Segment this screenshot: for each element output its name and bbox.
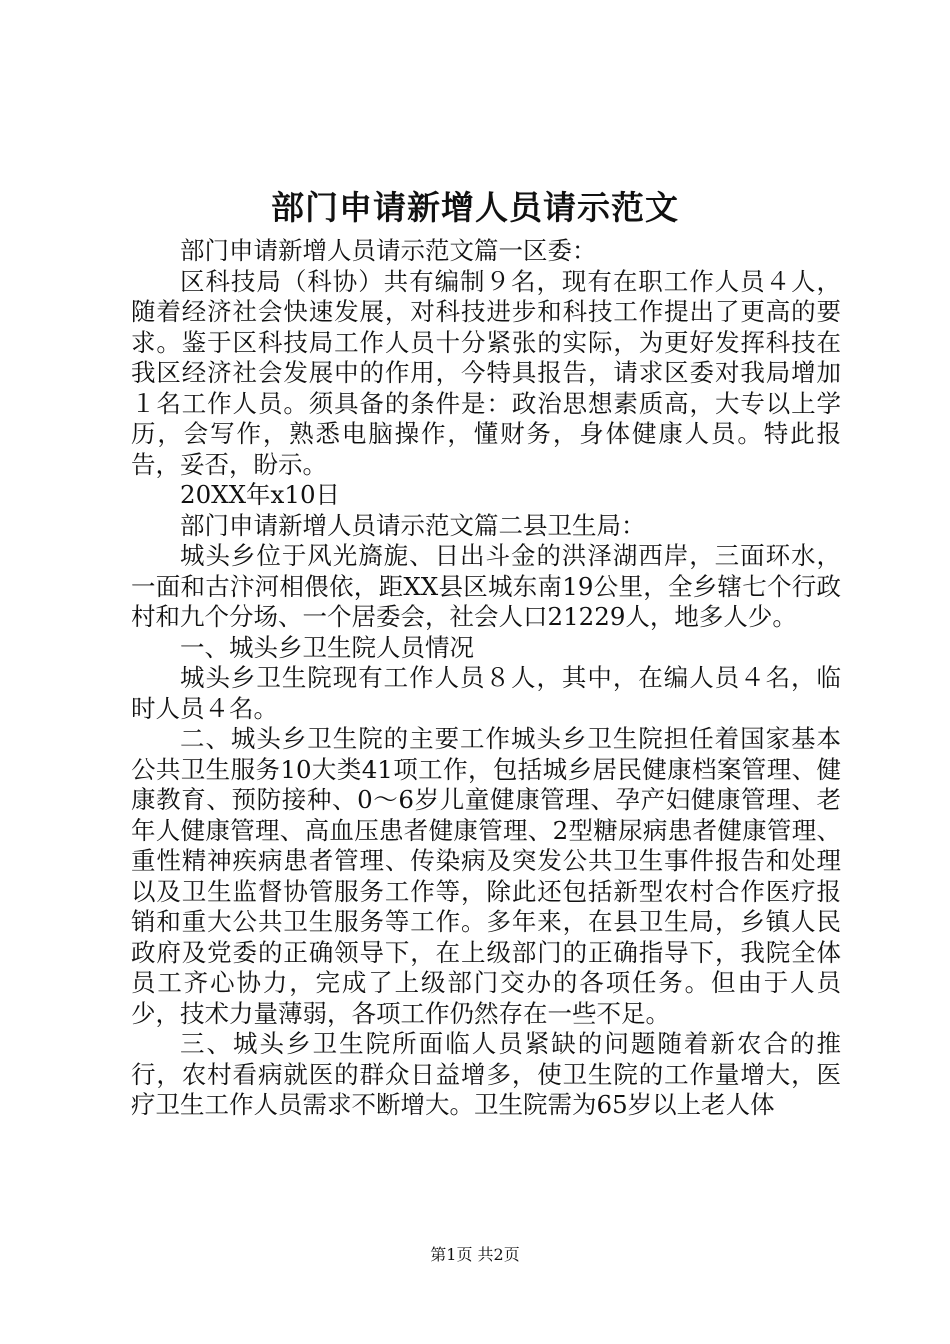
page-footer: 第1页 共2页 <box>430 1245 520 1264</box>
paragraph: 城头乡位于风光旖旎、日出斗金的洪泽湖西岸，三面环水，一面和古汴河相偎依，距XX县区城东南19公里，全乡辖七个行政村和九个分场、一个居委会，社会人口21229人，地多人少。 <box>131 541 841 631</box>
paragraph: 部门申请新增人员请示范文篇二县卫生局： <box>180 510 646 540</box>
paragraph: 二、城头乡卫生院的主要工作城头乡卫生院担任着国家基本公共卫生服务10大类41项工作，包括城乡居民健康档案管理、健康教育、预防接种、0～6岁儿童健康管理、孕产妇健康管理、老年人健康管理、高血压患者健康管理、2型糖尿病患者健康管理、重性精神疾病患者管理、传染病及突发公共卫生事件报告和处理以及卫生监督协管服务工作等，除此还包括新型农村合作医疗报销和重大公共卫生服务等工作。多年来，在县卫生局，乡镇人民政府及党委的正确领导下，在上级部门的正确指导下，我院全体员工齐心协力，完成了上级部门交办的各项任务。但由于人员少，技术力量薄弱，各项工作仍然存在一些不足。 <box>131 724 841 1028</box>
paragraph: 一、城头乡卫生院人员情况 <box>180 632 474 662</box>
paragraph: 区科技局（科协）共有编制９名，现有在职工作人员４人，随着经济社会快速发展，对科技进步和科技工作提出了更高的要求。鉴于区科技局工作人员十分紧张的实际，为更好发挥科技在我区经济社会发展中的作用，今特具报告，请求区委对我局增加１名工作人员。须具备的条件是：政治思想素质高，大专以上学历，会写作，熟悉电脑操作，懂财务，身体健康人员。特此报告，妥否，盼示。 <box>131 266 841 479</box>
paragraph: 20XX年x10日 <box>180 480 341 509</box>
paragraph: 城头乡卫生院现有工作人员８人，其中，在编人员４名，临时人员４名。 <box>131 663 841 723</box>
document-body <box>131 236 841 1121</box>
document-title: 部门申请新增人员请示范文 <box>271 188 679 227</box>
paragraph: 部门申请新增人员请示范文篇一区委： <box>180 236 597 265</box>
paragraph: 三、城头乡卫生院所面临人员紧缺的问题随着新农合的推行，农村看病就医的群众日益增多，使卫生院的工作量增大，医疗卫生工作人员需求不断增大。卫生院需为65岁以上老人体 <box>131 1029 841 1119</box>
